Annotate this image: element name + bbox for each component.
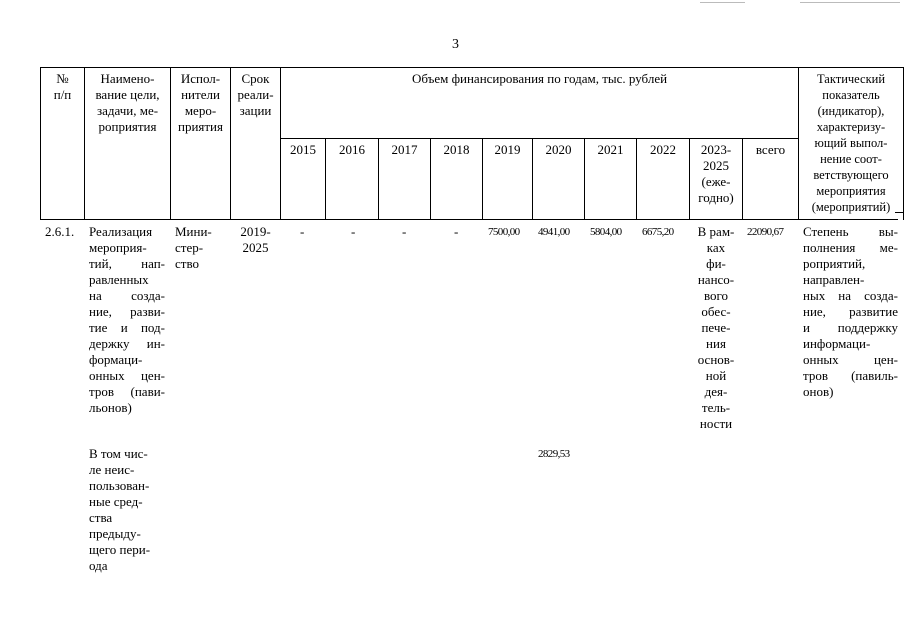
row-value-2015: - bbox=[300, 224, 305, 239]
row-total: 22090,67 bbox=[747, 226, 784, 238]
scan-mark bbox=[700, 2, 745, 3]
header-indicator: Тактический показатель (индикатор), характеризу- ющий выпол- нение соот- ветствующего мероприятия (мероприятий) bbox=[811, 72, 891, 214]
header-year: 2019 bbox=[494, 142, 521, 157]
header-year: 2018 bbox=[443, 142, 470, 157]
page-number: 3 bbox=[452, 37, 459, 52]
header-year: 2022 bbox=[650, 142, 676, 157]
header-year: 2017 bbox=[391, 142, 418, 157]
header-year: 2021 bbox=[597, 142, 624, 157]
row-name: Реализация мероприя- тий, нап- равленных на созда- ние, разви- тие и под- держку ин- формаци- онных цен- тров (пави- льонов) bbox=[89, 224, 165, 415]
header-term: Срок реали- зации bbox=[237, 71, 274, 118]
header-total: всего bbox=[755, 142, 786, 157]
row-value-2018: - bbox=[454, 224, 459, 239]
header-year: 2015 bbox=[290, 142, 316, 157]
row-value-2021: 5804,00 bbox=[590, 226, 622, 238]
subrow-name: В том чис- ле неис- пользован- ные сред- ства предыду- щего пери- ода bbox=[89, 446, 151, 573]
row-indicator: Степень вы- полнения ме- роприятий, направлен- ных на созда- ние, развитие и поддержку информаци- онных цен- тров (павиль- онов) bbox=[803, 224, 898, 399]
row-term: 2019- 2025 bbox=[240, 224, 271, 255]
header-financing: Объем финансирования по годам, тыс. рублей bbox=[411, 71, 668, 86]
row-executor: Мини- стер- ство bbox=[175, 224, 212, 271]
header-year: 2020 bbox=[545, 142, 572, 157]
row-number: 2.6.1. bbox=[45, 224, 75, 239]
header-year: 2016 bbox=[339, 142, 365, 157]
row-value-2019: 7500,00 bbox=[488, 226, 520, 238]
header-2023-2025: 2023- 2025 (еже- годно) bbox=[698, 142, 734, 205]
header-executor: Испол- нители меро- приятия bbox=[177, 71, 223, 134]
header-number: № п/п bbox=[53, 71, 72, 102]
row-value-2017: - bbox=[402, 224, 407, 239]
row-value-2020: 4941,00 bbox=[538, 226, 570, 238]
row-value-2022: 6675,20 bbox=[642, 226, 674, 238]
subrow-value-2020: 2829,53 bbox=[538, 448, 570, 460]
header-name: Наимено- вание цели, задачи, ме- роприятия bbox=[95, 71, 160, 134]
scan-mark bbox=[800, 2, 900, 3]
row-value-2016: - bbox=[351, 224, 356, 239]
row-2023-2025: В рам- ках фи- нансо- вого обес- пече- ния основ- ной дея- тель- ности bbox=[697, 224, 735, 431]
